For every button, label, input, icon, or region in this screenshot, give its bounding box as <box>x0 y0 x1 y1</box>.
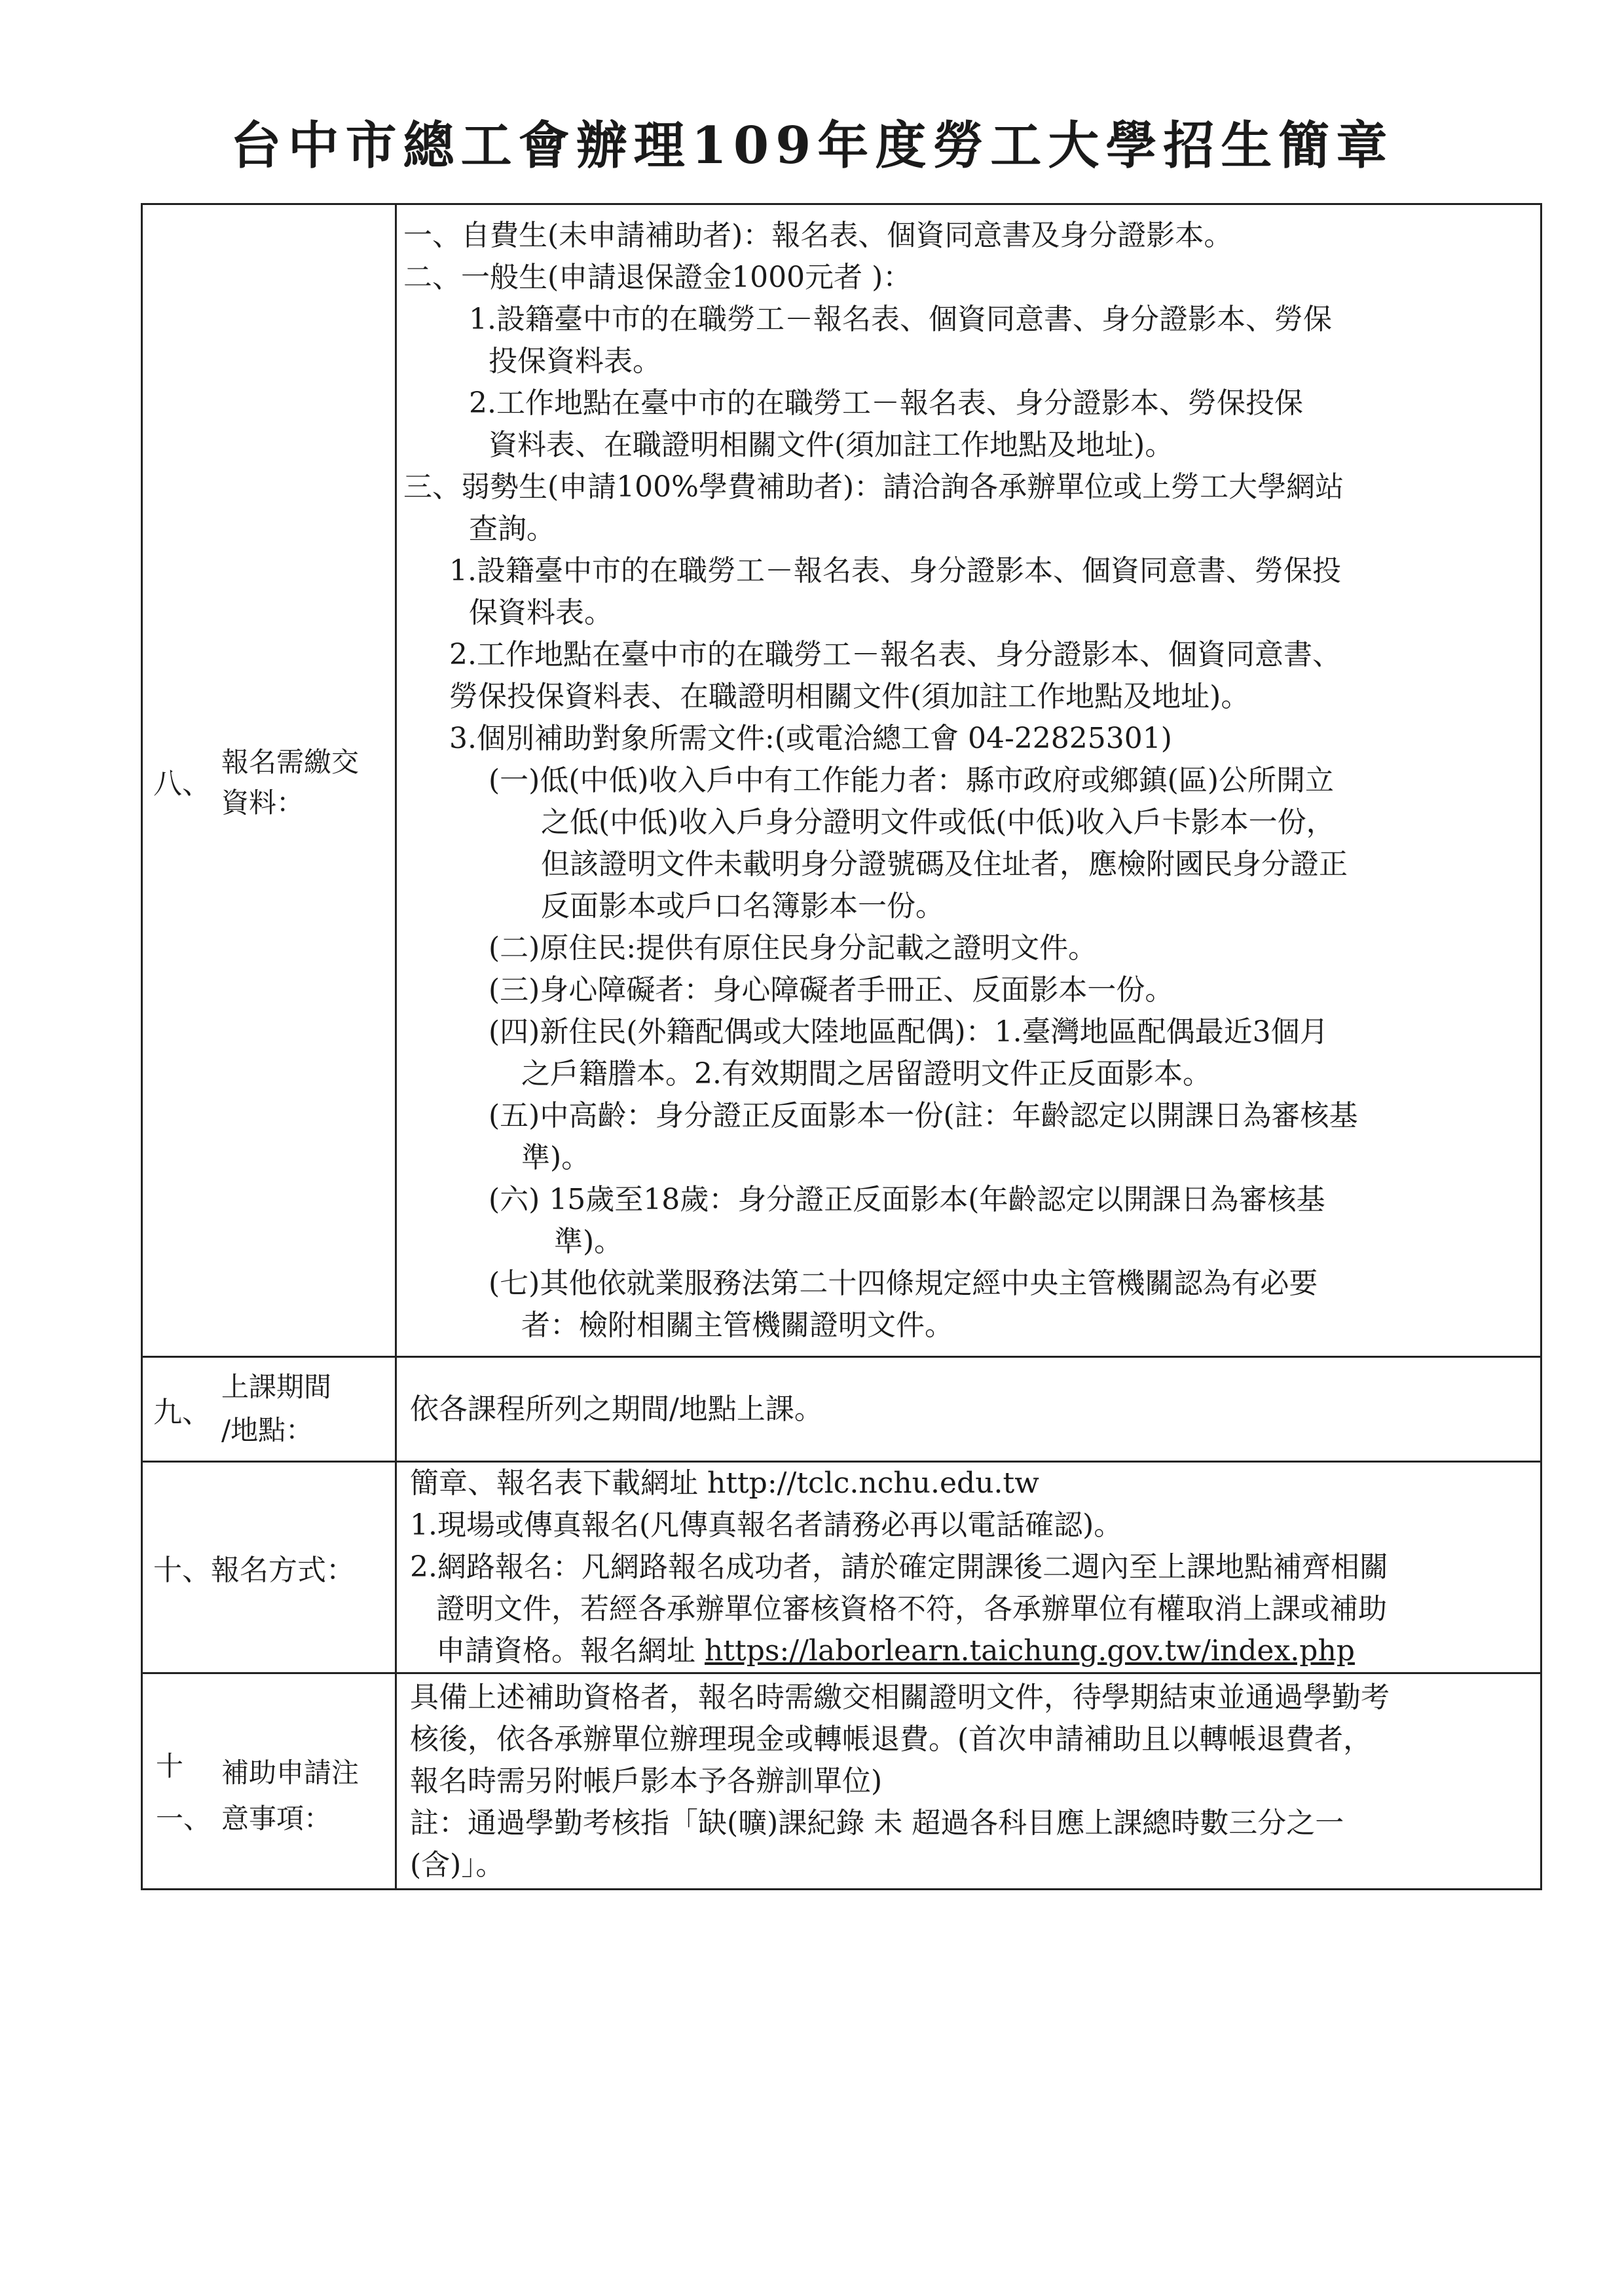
s8-line: (五)中高齡：身分證正反面影本一份(註：年齡認定以開課日為審核基 <box>489 1098 1358 1132</box>
s8-line: 二、一般生(申請退保證金1000元者 )： <box>403 260 912 294</box>
s8-line: 3.個別補助對象所需文件:(或電洽總工會 04-22825301) <box>449 721 1172 755</box>
s8-line: (二)原住民:提供有原住民身分記載之證明文件。 <box>489 931 1098 965</box>
s8-line: 但該證明文件未載明身分證號碼及住址者，應檢附國民身分證正 <box>541 847 1348 881</box>
s8-line: (三)身心障礙者：身心障礙者手冊正、反面影本一份。 <box>489 973 1174 1007</box>
section-9-label-line1: 上課期間 <box>221 1371 332 1403</box>
s8-line: 之戶籍謄本。2.有效期間之居留證明文件正反面影本。 <box>521 1056 1211 1091</box>
s8-line: 保資料表。 <box>469 595 613 629</box>
s8-line: (七)其他依就業服務法第二十四條規定經中央主管機關認為有必要 <box>489 1266 1318 1300</box>
s8-line: 資料表、在職證明相關文件(須加註工作地點及地址)。 <box>489 428 1174 462</box>
s8-line: 2.工作地點在臺中市的在職勞工－報名表、身分證影本、勞保投保 <box>469 386 1303 420</box>
section-10-label <box>142 1462 396 1673</box>
section-10-content <box>396 1462 1541 1673</box>
s8-line: 2.工作地點在臺中市的在職勞工－報名表、身分證影本、個資同意書、 <box>449 637 1341 671</box>
s8-line: 投保資料表。 <box>489 344 661 378</box>
s11-line: 報名時需另附帳戶影本予各辦訓單位) <box>410 1764 883 1798</box>
s10-line-with-link <box>397 1630 1540 1672</box>
admission-table <box>141 203 1542 1890</box>
section-9-content <box>396 1357 1541 1462</box>
s10-line: 簡章、報名表下載網址 http://tclc.nchu.edu.tw <box>410 1466 1039 1500</box>
s8-line: (六) 15歲至18歲：身分證正反面影本(年齡認定以開課日為審核基 <box>489 1182 1325 1216</box>
s10-line: 2.網路報名：凡網路報名成功者，請於確定開課後二週內至上課地點補齊相關 <box>410 1550 1388 1584</box>
section-11-number-bottom: 一、 <box>156 1802 212 1835</box>
section-8-label-line1: 報名需繳交 <box>221 746 360 778</box>
section-9-row <box>142 1357 1541 1462</box>
section-10-row <box>142 1462 1541 1673</box>
s8-line: (四)新住民(外籍配偶或大陸地區配偶)：1.臺灣地區配偶最近3個月 <box>489 1015 1329 1049</box>
registration-url-link[interactable]: https://laborlearn.taichung.gov.tw/index.php <box>705 1634 1355 1668</box>
section-11-label <box>142 1673 396 1890</box>
section-10-label-text: 十、報名方式： <box>153 1554 355 1587</box>
section-8-row <box>142 204 1541 1357</box>
s8-line: 1.設籍臺中市的在職勞工－報名表、身分證影本、個資同意書、勞保投 <box>449 553 1341 588</box>
s11-line: (含)」。 <box>410 1848 505 1882</box>
s9-line: 依各課程所列之期間/地點上課。 <box>410 1392 823 1426</box>
s11-line: 註：通過學勤考核指「缺(曠)課紀錄 未 超過各科目應上課總時數三分之一 <box>410 1806 1344 1840</box>
s8-line: (一)低(中低)收入戶中有工作能力者：縣市政府或鄉鎮(區)公所開立 <box>489 763 1334 797</box>
s8-line: 1.設籍臺中市的在職勞工－報名表、個資同意書、身分證影本、勞保 <box>469 302 1332 336</box>
s8-line: 一、自費生(未申請補助者)：報名表、個資同意書及身分證影本。 <box>403 218 1233 252</box>
s8-line: 者：檢附相關主管機關證明文件。 <box>521 1308 953 1342</box>
s8-line: 準)。 <box>554 1224 623 1258</box>
s8-line: 查詢。 <box>469 512 555 546</box>
s10-line: 申請資格。報名網址 <box>436 1634 705 1668</box>
section-8-number: 八、 <box>153 766 211 800</box>
section-11-content <box>396 1673 1541 1890</box>
section-11-label-line1: 補助申請注 <box>221 1757 360 1789</box>
section-8-label-line2: 資料： <box>221 787 304 819</box>
section-9-label <box>142 1357 396 1462</box>
section-11-row <box>142 1673 1541 1890</box>
section-9-label-line2: /地點： <box>221 1414 314 1446</box>
page-title: 台中市總工會辦理109年度勞工大學招生簡章 <box>230 116 1394 176</box>
section-9-number: 九、 <box>153 1395 211 1429</box>
s11-line: 核後，依各承辦單位辦理現金或轉帳退費。(首次申請補助且以轉帳退費者， <box>410 1722 1373 1756</box>
section-11-number-top: 十 <box>156 1750 184 1782</box>
section-11-label-line2: 意事項： <box>221 1802 332 1835</box>
s11-line: 具備上述補助資格者，報名時需繳交相關證明文件，待學期結束並通過學勤考 <box>410 1680 1390 1714</box>
s8-line: 反面影本或戶口名簿影本一份。 <box>541 889 944 923</box>
s10-line: 1.現場或傳真報名(凡傳真報名者請務必再以電話確認)。 <box>410 1508 1123 1542</box>
s8-line: 三、弱勢生(申請100%學費補助者)：請洽詢各承辦單位或上勞工大學網站 <box>403 470 1344 504</box>
s8-line: 勞保投保資料表、在職證明相關文件(須加註工作地點及地址)。 <box>449 679 1250 713</box>
section-8-content <box>396 204 1541 1357</box>
s10-line: 證明文件，若經各承辦單位審核資格不符，各承辦單位有權取消上課或補助 <box>436 1592 1387 1626</box>
s8-line: 準)。 <box>521 1140 591 1174</box>
s8-line: 之低(中低)收入戶身分證明文件或低(中低)收入戶卡影本一份， <box>541 805 1335 839</box>
section-8-label <box>142 204 396 1357</box>
